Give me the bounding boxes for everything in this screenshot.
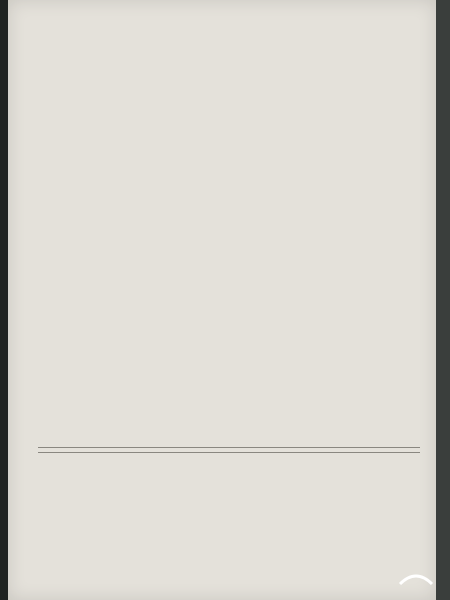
book-spine-shadow xyxy=(0,0,8,600)
bazar-logo-icon xyxy=(392,564,440,594)
book-page xyxy=(8,0,436,600)
colophon-imprint xyxy=(38,447,420,453)
table-of-contents xyxy=(38,28,420,40)
colophon xyxy=(38,440,420,457)
background-edge xyxy=(436,0,450,600)
